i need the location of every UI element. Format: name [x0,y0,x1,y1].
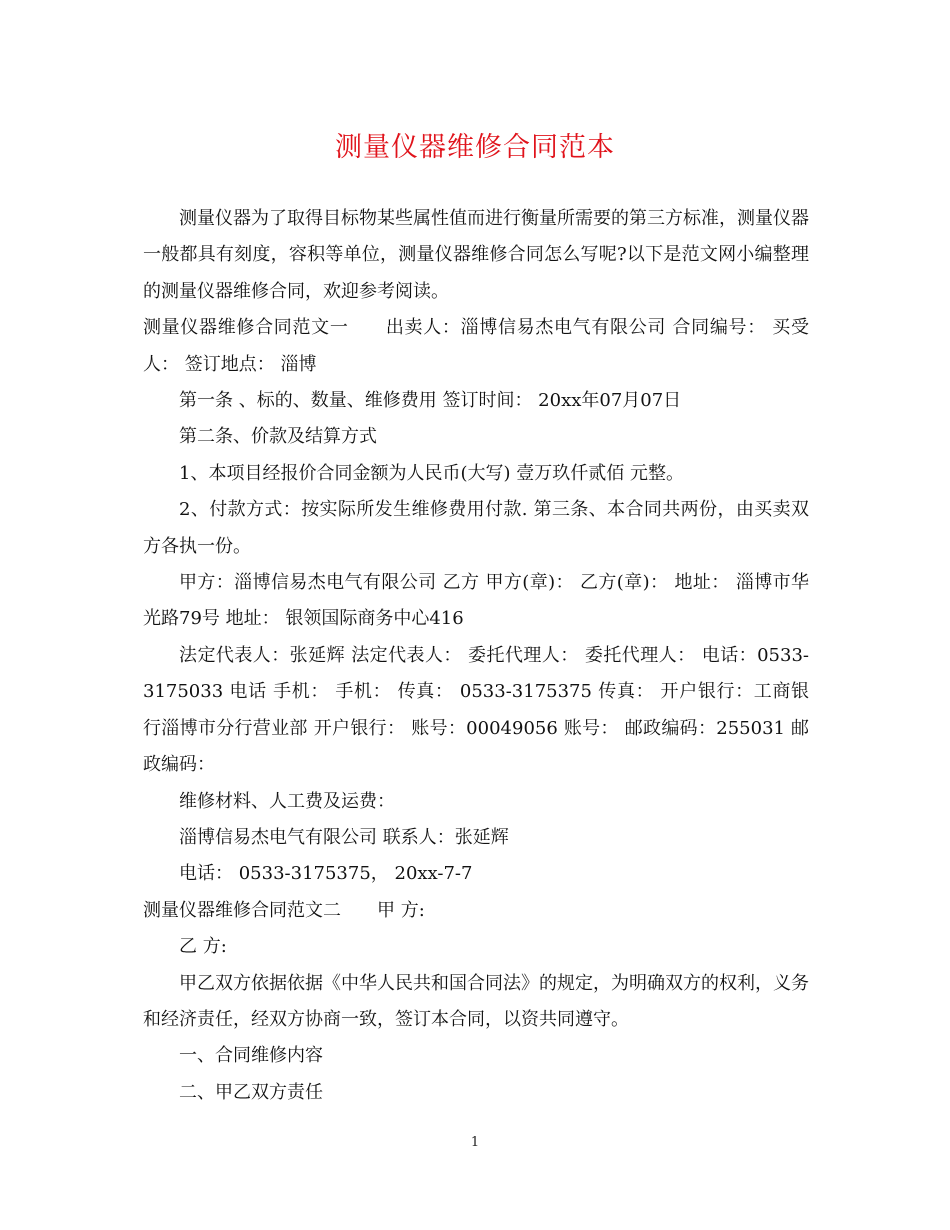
paragraph-basis: 甲乙双方依据依据《中华人民共和国合同法》的规定，为明确双方的权利，义务和经济责任，经双方协商一致，签订本合同，以资共同遵守。 [143,972,809,1030]
document-title: 测量仪器维修合同范本 [335,132,615,163]
paragraph-materials: 维修材料、人工费及运费： [179,790,395,812]
paragraph-phone-date: 电话： 0533-3175375， 20xx-7-7 [179,863,473,885]
paragraph-party-b: 乙 方: [179,936,227,958]
paragraph-section-two: 二、甲乙双方责任 [179,1081,323,1103]
paragraph-parties: 甲方：淄博信易杰电气有限公司 乙方 甲方(章)： 乙方(章)： 地址： 淄博市华光路79号 地址： 银领国际商务中心416 [143,572,809,630]
document-body [143,201,809,1111]
paragraph-payment: 2、付款方式：按实际所发生维修费用付款. 第三条、本合同共两份，由买卖双方各执一份。 [143,499,809,557]
paragraph-amount: 1、本项目经报价合同金额为人民币(大写) 壹万玖仟贰佰 元整。 [179,462,684,484]
paragraph-intro: 测量仪器为了取得目标物某些属性值而进行衡量所需要的第三方标准，测量仪器一般都具有刻度，容积等单位，测量仪器维修合同怎么写呢?以下是范文网小编整理的测量仪器维修合同，欢迎参考阅读。 [143,208,809,302]
paragraph-sample-two-header: 测量仪器维修合同范文二 甲 方: [143,899,425,921]
paragraph-contact: 淄博信易杰电气有限公司 联系人：张延辉 [179,826,509,848]
paragraph-representatives: 法定代表人：张延辉 法定代表人： 委托代理人： 委托代理人： 电话：0533-3175033 电话 手机： 手机： 传真： 0533-3175375 传真： 开户银行：工商银行淄博市分行营业部 开户银行： 账号：00049056 账号： 邮政编码：255031 邮政编码： [143,644,809,776]
paragraph-article-one: 第一条 、标的、数量、维修费用 签订时间： 20xx年07月07日 [179,390,682,412]
paragraph-article-two: 第二条、价款及结算方式 [179,426,377,448]
page-number: 1 [470,1135,480,1150]
paragraph-sample-one-header: 测量仪器维修合同范文一 出卖人：淄博信易杰电气有限公司 合同编号： 买受人： 签订地点： 淄博 [143,317,809,375]
paragraph-section-one: 一、合同维修内容 [179,1045,323,1067]
